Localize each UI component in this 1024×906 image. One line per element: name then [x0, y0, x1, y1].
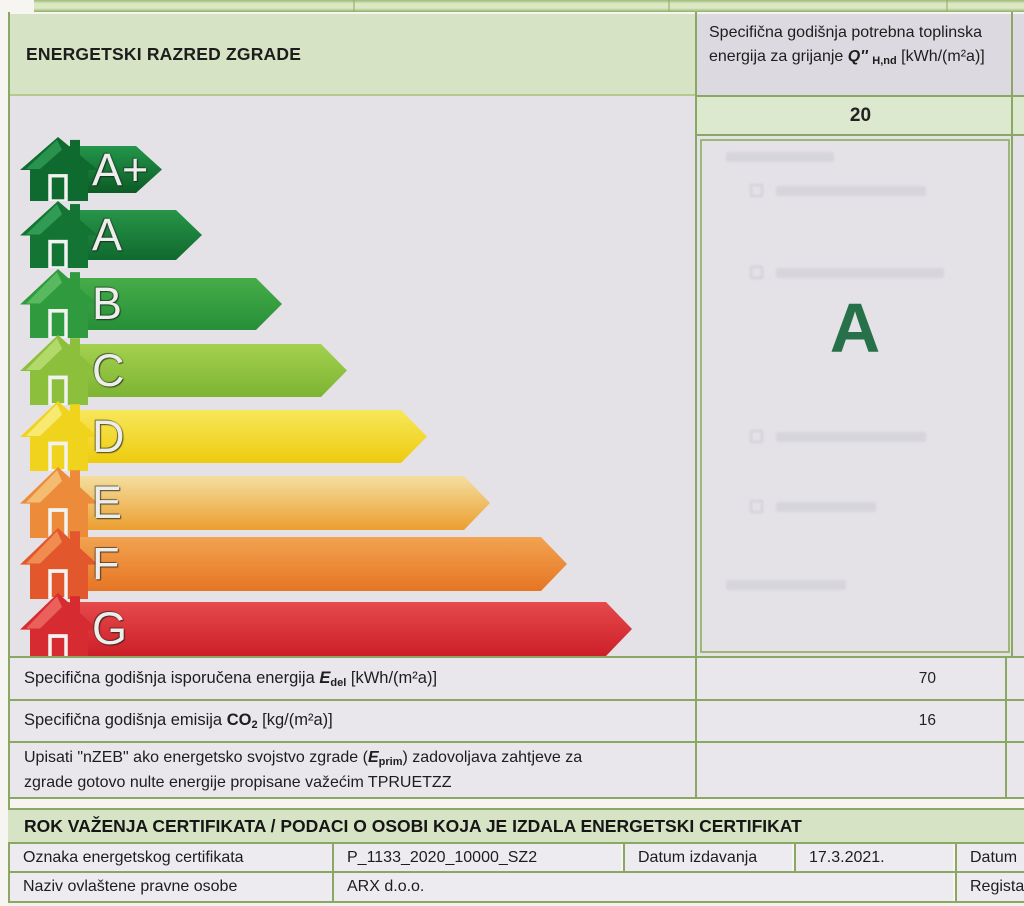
energy-class-label: E [92, 477, 123, 528]
strip-divider [946, 0, 948, 12]
cert-register-label: Regista [970, 878, 1024, 895]
delivered-energy-label-cell [10, 658, 695, 699]
qhnd-header-cell [697, 14, 1024, 95]
bleedthrough-artifact [750, 500, 763, 513]
energy-class-row-g [24, 602, 632, 656]
table-border [695, 12, 697, 797]
energy-class-row-aplus [24, 143, 162, 195]
strip-divider [668, 0, 670, 12]
table-border [1011, 12, 1013, 656]
bleedthrough-artifact [776, 268, 944, 278]
previous-table-bottom-strip [8, 0, 1024, 12]
energy-class-result-box [700, 139, 1010, 653]
energy-class-row-f [24, 537, 567, 591]
table-border [8, 12, 10, 906]
qhnd-symbol-sub: H,nd [872, 55, 897, 68]
nzeb-note-line1: Upisati "nZEB" ako energetsko svojstvo zgrade $(E_{prim})$ zadovoljava zahtjeve za [24, 748, 583, 768]
energy-class-row-e [24, 476, 490, 530]
strip-divider [353, 0, 355, 12]
co2-emission-label: Specifična godišnja emisija $CO_2$ [kg/(m²a)] [24, 711, 333, 731]
qhnd-label-pre: Specifična godišnja potrebna toplinska energija za grijanje [709, 24, 983, 66]
table-border [623, 844, 625, 871]
cert-issue-date-value-cell [796, 844, 953, 871]
qhnd-label-unit: [kWh/(m²a)] [896, 48, 985, 66]
nzeb-note-cell [10, 743, 695, 797]
delivered-energy-value-cell [697, 658, 1024, 699]
energy-class-arrow [58, 537, 567, 591]
energy-class-result-cell [697, 136, 1024, 656]
table-border [8, 797, 1024, 799]
cert-expiry-label-cell [957, 844, 1024, 871]
energy-class-result: A [829, 289, 881, 367]
cert-code-label-cell [10, 844, 332, 871]
bleedthrough-artifact [776, 432, 926, 442]
co2-emission-value: 16 [918, 712, 936, 729]
qhnd-value-cell [697, 95, 1024, 136]
bleedthrough-artifact [776, 186, 926, 196]
certificate-section-title: ROK VAŽENJA CERTIFIKATA / PODACI O OSOBI KOJA JE IZDALA ENERGETSKI CERTIFIKAT [24, 815, 802, 836]
scan-margin [0, 0, 34, 12]
section-title-text: ENERGETSKI RAZRED ZGRADE [26, 44, 302, 64]
qhnd-symbol: Q'' [847, 48, 868, 66]
cert-code-label: Oznaka energetskog certifikata [23, 848, 244, 866]
cert-issue-date-label-cell [625, 844, 792, 871]
energy-class-row-b [24, 278, 282, 330]
nzeb-note-line2: zgrade gotovo nulte energije propisane važećim TPRUETZZ [24, 773, 452, 791]
cert-expiry-label: Datum [970, 848, 1018, 866]
nzeb-value-cell [697, 743, 1024, 797]
energy-class-label: G [92, 603, 128, 654]
table-border [8, 741, 1024, 743]
certificate-section-header [8, 808, 1024, 844]
qhnd-value: 20 [849, 104, 872, 126]
section-title-energy-class [10, 14, 695, 95]
energy-class-label: A+ [92, 143, 149, 195]
table-border [8, 699, 1024, 701]
energy-class-label: D [92, 410, 125, 462]
cert-issuer-label: Naziv ovlaštene pravne osobe [23, 878, 238, 895]
cert-issuer-value-cell [334, 873, 953, 901]
energy-class-label: B [92, 278, 123, 329]
bleedthrough-artifact [750, 430, 763, 443]
energy-class-arrow [58, 602, 632, 656]
cert-issue-date-value: 17.3.2021. [809, 848, 885, 866]
cert-code-value-cell [334, 844, 621, 871]
energy-class-row-c [24, 344, 347, 397]
cert-register-label-cell [957, 873, 1024, 901]
cert-issue-date-label: Datum izdavanja [638, 848, 758, 866]
bleedthrough-artifact [776, 502, 876, 512]
energy-class-arrow [58, 476, 490, 530]
table-border [8, 871, 1024, 873]
co2-emission-label-cell [10, 701, 695, 741]
table-border [8, 656, 1024, 658]
bleedthrough-artifact [750, 184, 763, 197]
energy-class-row-a [24, 210, 202, 260]
table-border [1005, 656, 1007, 797]
energy-class-label: C [92, 344, 125, 396]
bleedthrough-artifact [726, 580, 846, 590]
energy-class-label: A [92, 209, 123, 260]
bleedthrough-artifact [726, 152, 834, 162]
delivered-energy-label: Specifična godišnja isporučena energija $E_{del}$ [kWh/(m²a)] [24, 668, 438, 689]
table-border [332, 844, 334, 906]
table-border [10, 94, 695, 96]
cert-code-value: P_1133_2020_10000_SZ2 [347, 848, 538, 866]
table-border [955, 844, 957, 901]
energy-class-label: F [92, 538, 120, 589]
energy-class-row-d [24, 410, 427, 463]
delivered-energy-value: 70 [918, 669, 936, 687]
co2-emission-value-cell [697, 701, 1024, 741]
table-border [794, 844, 796, 871]
cert-issuer-label-cell [10, 873, 332, 901]
bleedthrough-artifact [750, 266, 763, 279]
cert-issuer-value: ARX d.o.o. [347, 878, 425, 895]
